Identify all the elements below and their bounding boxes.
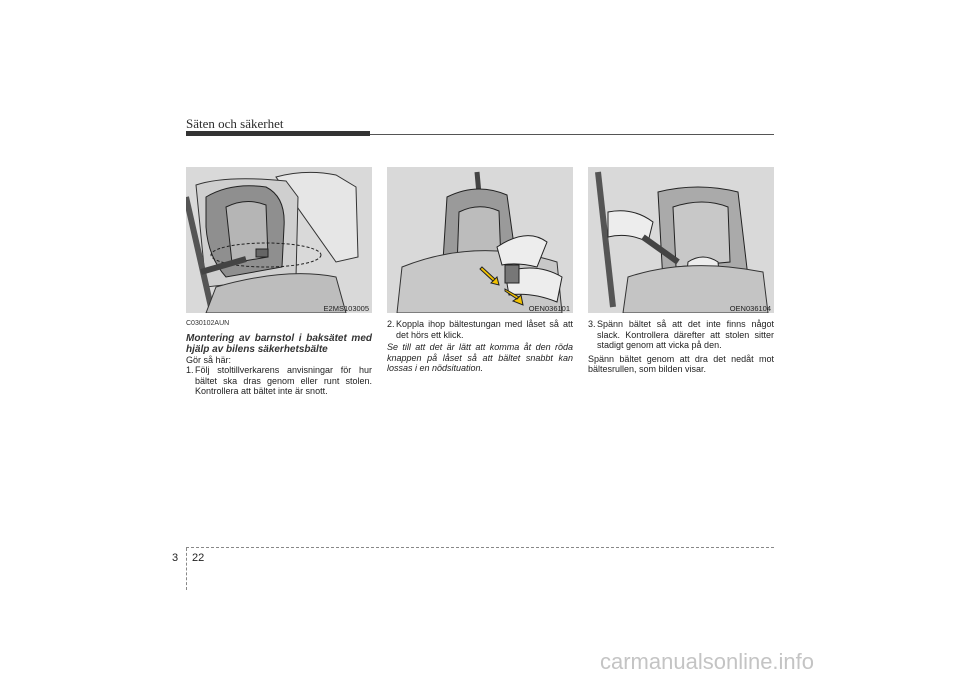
footer-section-number: 3: [172, 552, 179, 564]
text-column-3: [588, 319, 774, 375]
safety-note: Se till att det är lätt att komma åt den röda knappen på låset så att bältet snabbt kan lossas i en nödsituation.: [387, 342, 573, 373]
figure-child-seat-belt-routing: [186, 167, 372, 313]
footer-page-number: 22: [192, 552, 205, 564]
step-number: 2.: [387, 319, 395, 329]
step-2: [387, 319, 573, 340]
child-seat-illustration-2: [387, 167, 573, 313]
figure-buckle-click: [387, 167, 573, 313]
step-text: Följ stoltillverkarens anvisningar för hur bältet ska dras genom eller runt stolen. Kontrollera att bältet inte är snott.: [195, 365, 372, 396]
text-column-2: [387, 319, 573, 374]
header-rule-thick: [186, 131, 370, 136]
step-number: 1.: [186, 365, 194, 375]
step-text: Spänn bältet så att det inte finns något slack. Kontrollera därefter att stolen sitter stadigt genom att vicka på den.: [597, 319, 774, 350]
intro-text: Gör så här:: [186, 354, 232, 365]
figure-code: OEN036104: [729, 304, 771, 313]
figure-tighten-belt: [588, 167, 774, 313]
paragraph: Spänn bältet genom att dra det nedåt mot bältesrullen, som bilden visar.: [588, 353, 774, 374]
footer-vertical-divider: [186, 548, 187, 590]
watermark: carmanualsonline.info: [600, 649, 815, 674]
step-3: [588, 319, 774, 351]
figure-code: OEN036101: [528, 304, 570, 313]
child-seat-illustration-1: [186, 167, 372, 313]
child-seat-illustration-3: [588, 167, 774, 313]
section-heading: Montering av barnstol i baksätet med hjälp av bilens säkerhetsbälte: [186, 332, 372, 355]
step-number: 3.: [588, 319, 596, 329]
section-code: C030102AUN: [186, 320, 230, 327]
page-header-title: Säten och säkerhet: [186, 116, 284, 131]
figure-code: E2MS103005: [323, 304, 369, 313]
step-1: [186, 365, 372, 397]
step-text: Koppla ihop bältestungan med låset så att det hörs ett klick.: [396, 319, 573, 340]
header-rule-thin: [370, 134, 774, 135]
text-column-1: [186, 319, 372, 397]
footer-divider: [186, 547, 774, 548]
